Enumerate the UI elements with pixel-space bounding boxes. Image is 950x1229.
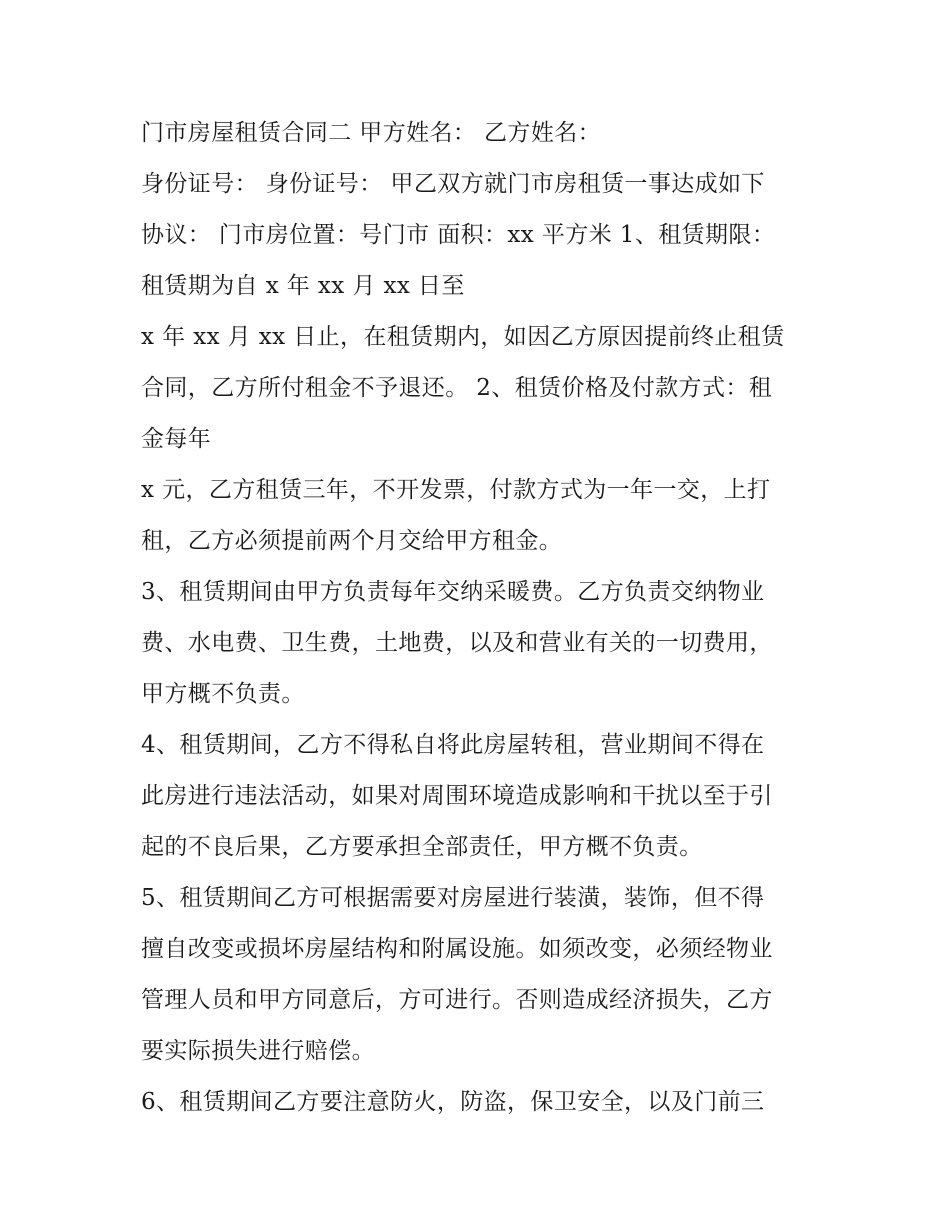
text-line: 金每年 bbox=[141, 426, 212, 452]
text-line: 管理人员和甲方同意后，方可进行。否则造成经济损失，乙方 bbox=[141, 987, 773, 1013]
contract-body bbox=[141, 108, 821, 1128]
text-line: 6、租赁期间乙方要注意防火，防盗，保卫安全，以及门前三 bbox=[141, 1089, 765, 1115]
text-line: x 年 xx 月 xx 日止，在租赁期内，如因乙方原因提前终止租赁 bbox=[141, 324, 785, 350]
text-line: 身份证号： 身份证号： 甲乙双方就门市房租赁一事达成如下 bbox=[141, 171, 765, 197]
text-line: 合同，乙方所付租金不予退还。 2、租赁价格及付款方式：租 bbox=[141, 375, 773, 401]
text-line: 此房进行违法活动，如果对周围环境造成影响和干扰以至于引 bbox=[141, 783, 773, 809]
text-line: 4、租赁期间，乙方不得私自将此房屋转租，营业期间不得在 bbox=[141, 732, 765, 758]
text-line: 租赁期为自 x 年 xx 月 xx 日至 bbox=[141, 273, 465, 299]
text-line: 协议： 门市房位置：号门市 面积：xx 平方米 1、租赁期限： bbox=[141, 222, 776, 248]
text-line: 甲方概不负责。 bbox=[141, 681, 305, 707]
text-line: 擅自改变或损坏房屋结构和附属设施。如须改变，必须经物业 bbox=[141, 936, 773, 962]
text-line: 要实际损失进行赔偿。 bbox=[141, 1038, 375, 1064]
text-line: 租，乙方必须提前两个月交给甲方租金。 bbox=[141, 528, 563, 554]
text-line: 费、水电费、卫生费，土地费，以及和营业有关的一切费用， bbox=[141, 630, 773, 656]
text-line: 门市房屋租赁合同二 甲方姓名： 乙方姓名： bbox=[141, 120, 602, 146]
text-line: 3、租赁期间由甲方负责每年交纳采暖费。乙方负责交纳物业 bbox=[141, 579, 765, 605]
text-line: 起的不良后果，乙方要承担全部责任，甲方概不负责。 bbox=[141, 834, 703, 860]
text-line: x 元，乙方租赁三年，不开发票，付款方式为一年一交，上打 bbox=[141, 477, 771, 503]
text-line: 5、租赁期间乙方可根据需要对房屋进行装潢，装饰，但不得 bbox=[141, 885, 765, 911]
